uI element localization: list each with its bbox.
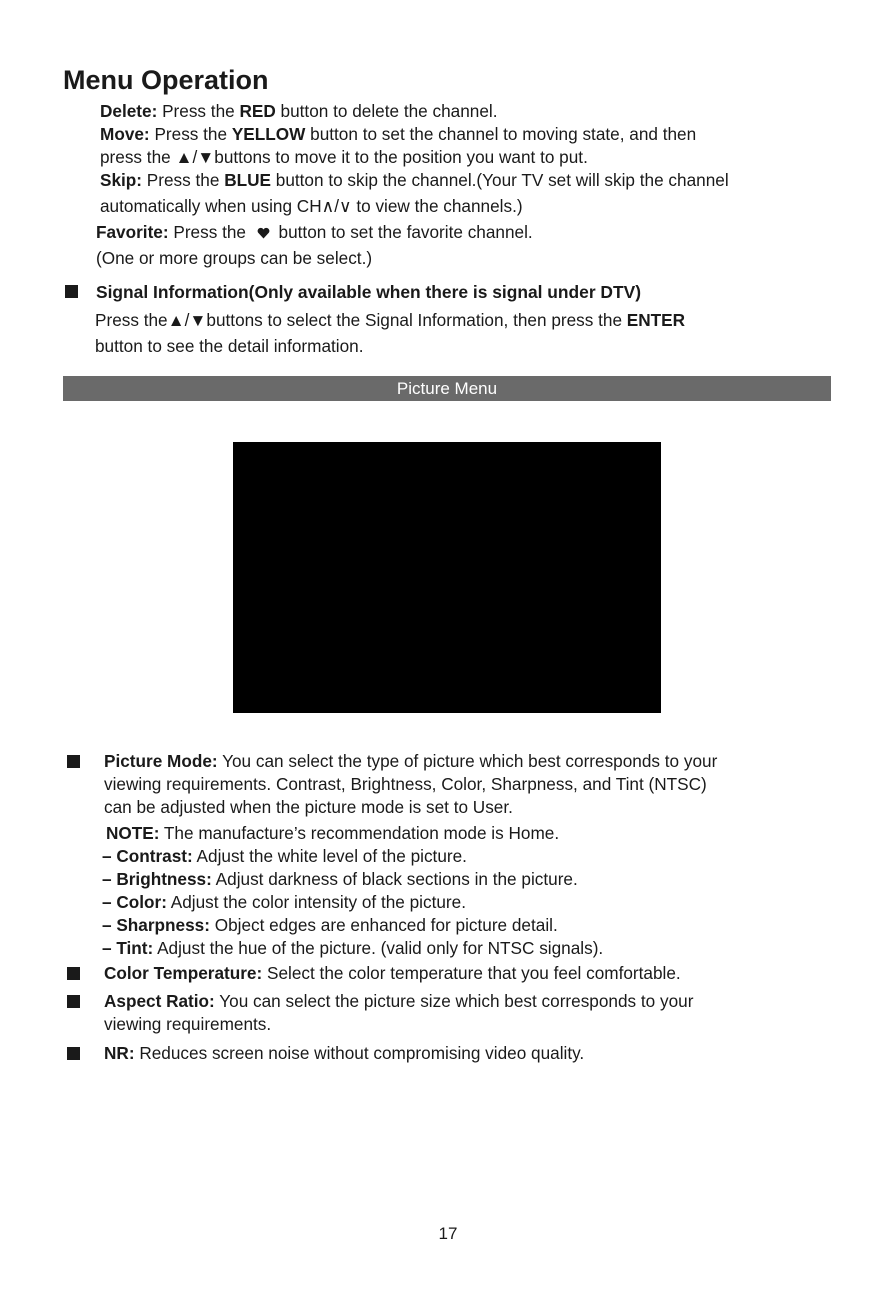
bullet-square: [67, 755, 80, 768]
page-number: 17: [438, 1224, 458, 1243]
signal-info-line-2: button to see the detail information.: [95, 336, 364, 356]
sub-item-color: – Color: Adjust the color intensity of the picture.: [102, 892, 466, 912]
bullet-square: [65, 285, 78, 298]
sub-item-tint: – Tint: Adjust the hue of the picture. (valid only for NTSC signals).: [102, 938, 604, 958]
bullet-square: [67, 995, 80, 1008]
favorite-line: Favorite: Press the button to set the favorite channel.: [96, 222, 533, 242]
note-line: NOTE: The manufacture’s recommendation mode is Home.: [106, 823, 560, 843]
picture-mode-line-3: can be adjusted when the picture mode is set to User.: [104, 797, 513, 817]
signal-info-heading: Signal Information(Only available when there is signal under DTV): [96, 282, 642, 302]
sub-item-sharpness: – Sharpness: Object edges are enhanced for picture detail.: [102, 915, 558, 935]
skip-line: Skip: Press the BLUE button to skip the channel.(Your TV set will skip the channel: [100, 170, 729, 190]
skip-line-2: automatically when using CH∧/∨ to view the channels.): [100, 196, 523, 216]
picture-mode-line: Picture Mode: You can select the type of picture which best corresponds to your: [104, 751, 718, 771]
signal-info-line: Press the▲/▼buttons to select the Signal Information, then press the ENTER: [95, 310, 686, 330]
favorite-line-2: (One or more groups can be select.): [96, 248, 373, 268]
sub-item-brightness: – Brightness: Adjust darkness of black sections in the picture.: [102, 869, 578, 889]
heart-icon: [257, 222, 270, 244]
aspect-ratio-line-2: viewing requirements.: [104, 1014, 272, 1034]
menu-screenshot-placeholder: [233, 442, 661, 713]
page-title: Menu Operation: [63, 65, 269, 95]
sub-item-contrast: – Contrast: Adjust the white level of the picture.: [102, 846, 467, 866]
aspect-ratio-line: Aspect Ratio: You can select the picture size which best corresponds to your: [104, 991, 694, 1011]
color-temperature-line: Color Temperature: Select the color temperature that you feel comfortable.: [104, 963, 681, 983]
move-line-2: press the ▲/▼buttons to move it to the position you want to put.: [100, 147, 588, 167]
section-banner-picture-menu: Picture Menu: [63, 376, 831, 401]
move-line: Move: Press the YELLOW button to set the channel to moving state, and then: [100, 124, 697, 144]
picture-mode-line-2: viewing requirements. Contrast, Brightness, Color, Sharpness, and Tint (NTSC): [104, 774, 707, 794]
bullet-square: [67, 1047, 80, 1060]
nr-line: NR: Reduces screen noise without compromising video quality.: [104, 1043, 585, 1063]
bullet-square: [67, 967, 80, 980]
delete-line: Delete: Press the RED button to delete the channel.: [100, 101, 498, 121]
